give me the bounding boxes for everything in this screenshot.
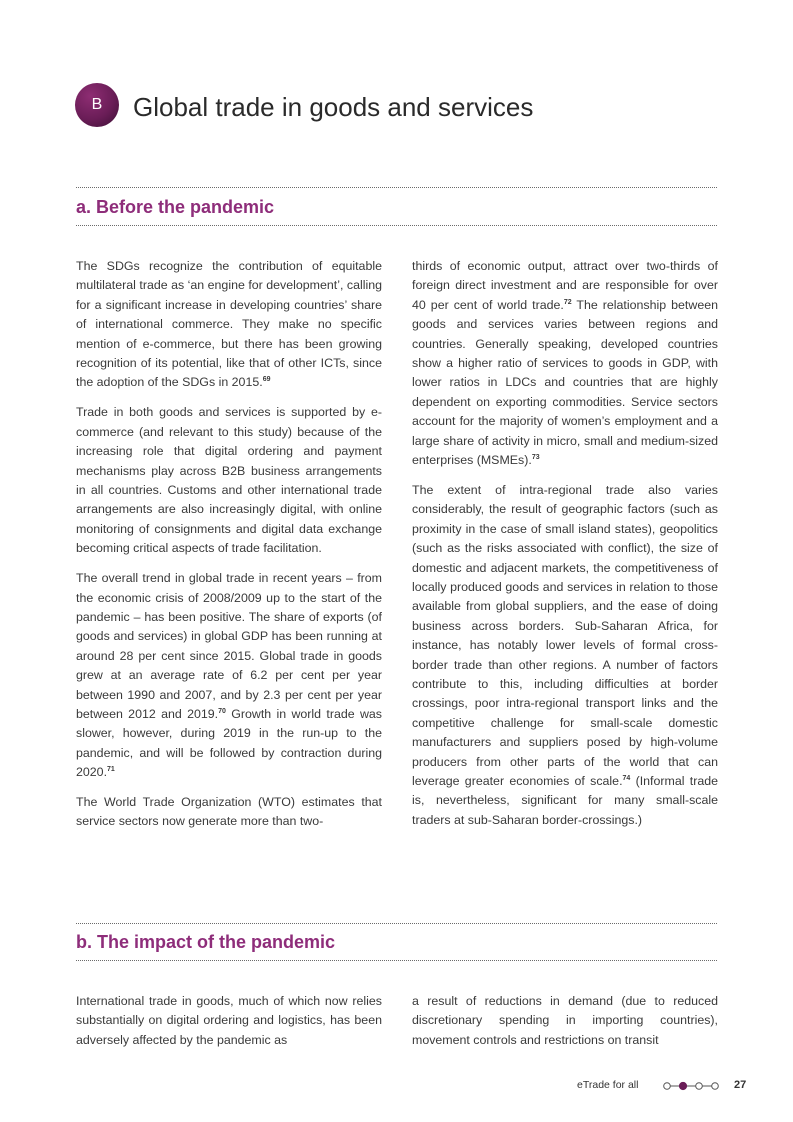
divider [76, 225, 717, 226]
section-heading-impact-pandemic: b. The impact of the pandemic [76, 932, 336, 952]
footnote-ref: 71 [107, 766, 115, 774]
section-a-right-column [412, 257, 718, 841]
paragraph: thirds of economic output, attract over two-thirds of foreign direct investment and are responsible for over 40 per cent of world trade.$^{72}$ The relationship between goods and services varies between regions and countries. Generally speaking, developed countries show a higher ratio of services to goods in GDP, with lower ratios in LDCs and countries that are highly dependent on exporting commodities. Service sectors account for the majority of women’s employment and a large share of activity in micro, small and medium-sized enterprises (MSMEs).$^{73}$ [412, 259, 718, 468]
paragraph: a result of reductions in demand (due to reduced discretionary spending in importing countries), movement controls and restrictions on transit [412, 994, 718, 1047]
paragraph: The overall trend in global trade in recent years – from the economic crisis of 2008/2009 up to the start of the pandemic – has been positive. The share of exports (of goods and services) in global GDP has been running at around 28 per cent since 2015. Global trade in goods grew at an average rate of 6.2 per cent per year between 1990 and 2007, and by 2.3 per cent per year between 2012 and 2019.70 Growth in world trade was slower, however, during 2019 in the run-up to the pandemic, and will be followed by contraction during 2020.71 [76, 571, 383, 780]
section-heading-before-pandemic: a. Before the pandemic [76, 197, 275, 217]
paragraph: The SDGs recognize the contribution of equitable multilateral trade as ‘an engine for development’, calling for a significant increase in developing countries’ share of international commerce. They make no specific mention of e-commerce, but there has been growing recognition of its potential, like that of other ICTs, since the adoption of the SDGs in 2015.69 [76, 259, 382, 390]
section-b-right-column [412, 992, 718, 1061]
paragraph: Trade in both goods and services is supported by e-commerce (and relevant to this study) because of the increasing role that digital ordering and payment mechanisms play across B2B business arrangements in all countries. Customs and other international trade arrangements are also increasingly digital, with online monitoring of consignments and digital data exchange becoming critical aspects of trade facilitation. [76, 405, 382, 556]
four-dot-progress-icon [662, 1081, 722, 1091]
page-title: Global trade in goods and services [133, 92, 534, 122]
section-b-left-column [76, 992, 382, 1061]
footnote-ref: 73 [531, 454, 540, 462]
paragraph: The extent of intra-regional trade also varies considerably, the result of geographic factors (such as proximity in the case of small island states), geopolitics (such as the risks associated with conflict), the size of domestic and adjacent markets, the competitiveness of locally produced goods and services in relation to those available from global suppliers, and the ease of doing business across borders. Sub-Saharan Africa, for instance, has notably lower levels of formal cross-border trade than other regions. A number of factors contribute to this, including difficulties at border crossings, poor intra-regional transport links and the competitive challenge for small-scale domestic manufacturers and suppliers posed by high-volume producers from other parts of the world that can leverage greater economies of scale.$^{74}$ (Informal trade is, nevertheless, significant for many small-scale traders at sub-Saharan border-crossings.) [412, 482, 718, 827]
page-footer [560, 1078, 747, 1094]
footnote-ref: 69 [262, 376, 271, 384]
divider [76, 960, 717, 961]
footnote-ref: 70 [218, 707, 226, 715]
footer-label: eTrade for all [577, 1079, 639, 1091]
page-number: 27 [734, 1079, 747, 1091]
section-badge-letter: B [91, 96, 103, 113]
footnote-ref: 74 [622, 775, 631, 783]
divider [76, 187, 717, 188]
footnote-ref: 72 [563, 298, 572, 306]
paragraph: International trade in goods, much of which now relies substantially on digital ordering and logistics, has been adversely affected by the pandemic as [76, 994, 382, 1047]
divider [76, 923, 717, 924]
paragraph: The World Trade Organization (WTO) estimates that service sectors now generate more than two- [76, 795, 382, 829]
section-badge [75, 83, 119, 127]
section-a-left-column [76, 257, 382, 842]
